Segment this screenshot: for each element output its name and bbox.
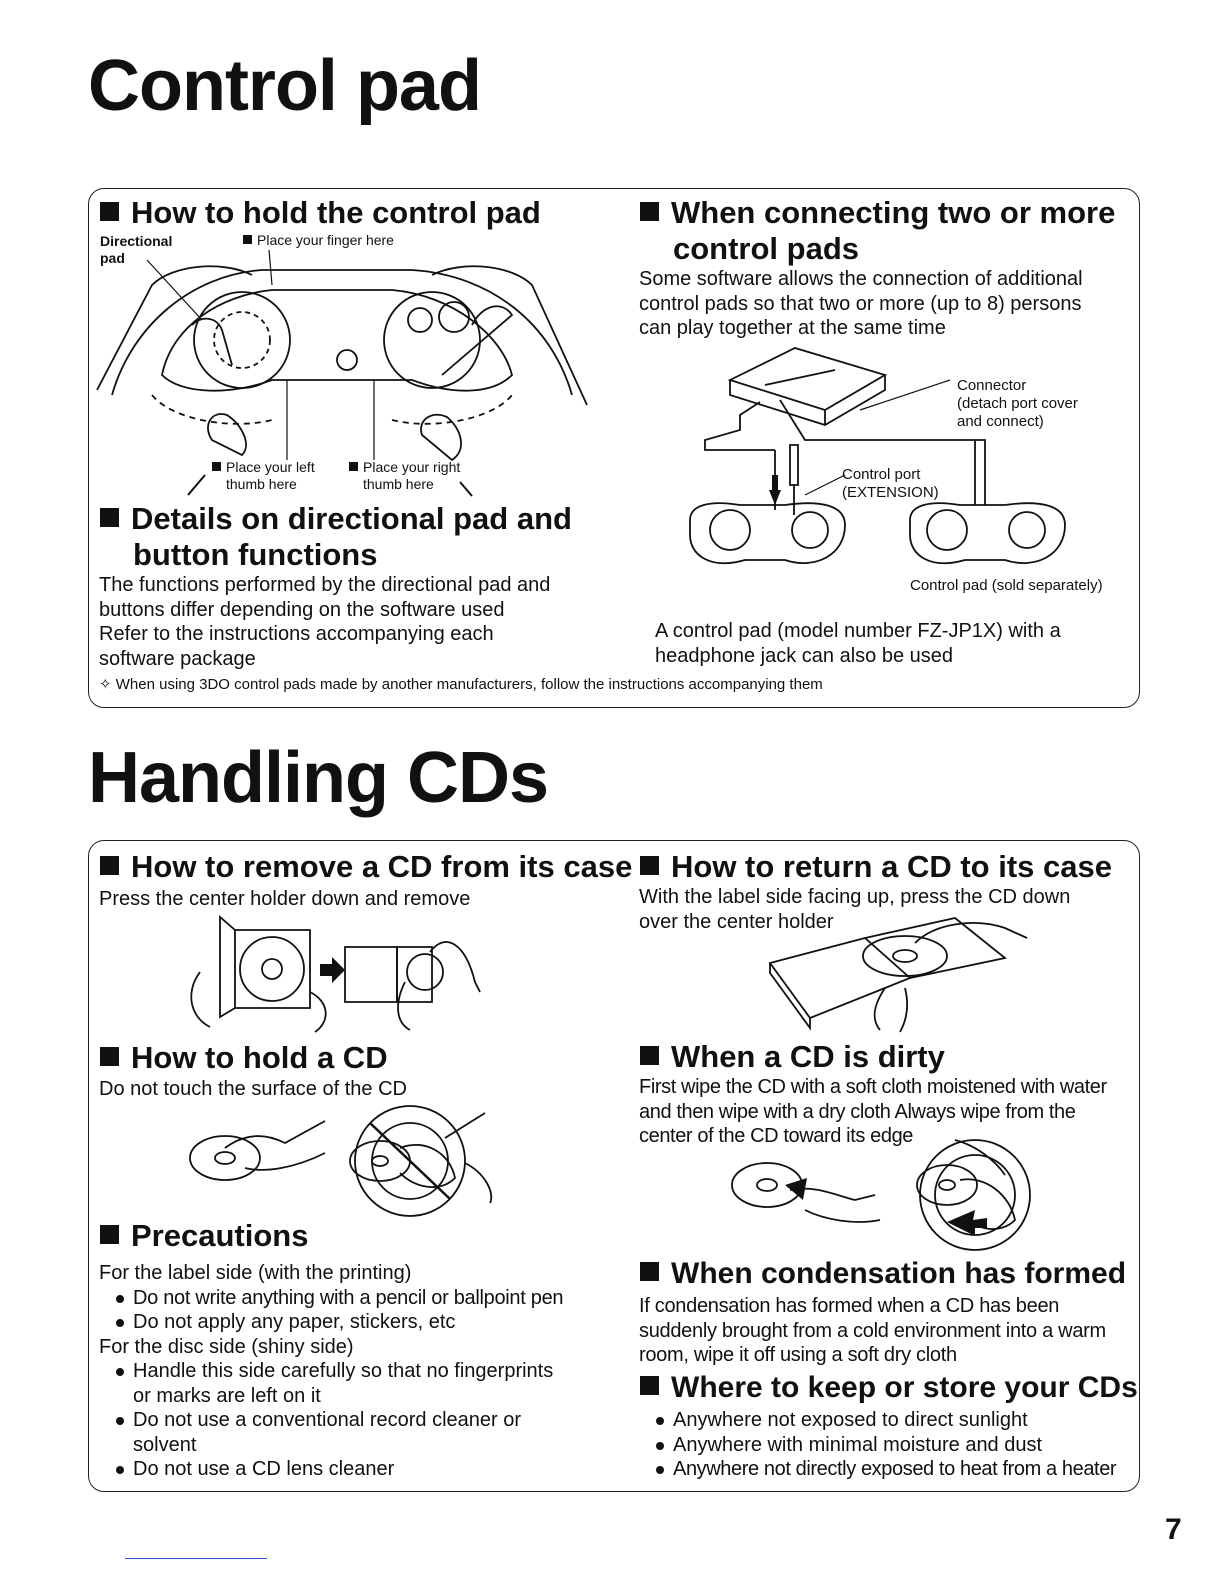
model-number-text: A control pad (model number FZ-JP1X) with a headphone jack can also be used xyxy=(655,620,1061,667)
page-title-control-pad: Control pad xyxy=(88,46,481,126)
return-cd-heading: How to return a CD to its case xyxy=(640,849,1112,885)
storage-list xyxy=(639,1408,1134,1482)
heading-bullet-icon xyxy=(100,1225,119,1244)
remove-cd-illustration xyxy=(180,912,490,1034)
return-cd-illustration xyxy=(765,918,1035,1033)
remove-cd-heading: How to remove a CD from its case xyxy=(100,849,632,885)
condensation-heading: When condensation has formed xyxy=(640,1256,1126,1292)
hold-cd-text: Do not touch the surface of the CD xyxy=(99,1078,407,1100)
storage-item: Anywhere not exposed to direct sunlight xyxy=(639,1408,1134,1433)
hold-cd-heading: How to hold a CD xyxy=(100,1040,388,1076)
dirty-cd-heading: When a CD is dirty xyxy=(640,1039,945,1075)
storage-item: Anywhere with minimal moisture and dust xyxy=(639,1433,1134,1458)
heading-bullet-icon xyxy=(100,856,119,875)
connecting-text: Some software allows the connection of additional control pads so that two or more (up to 8) persons can play together at the same time xyxy=(639,268,1083,339)
finger-label: Place your finger here xyxy=(243,232,394,249)
control-port-label: Control port (EXTENSION) xyxy=(842,466,939,501)
precaution-item: Do not write anything with a pencil or ballpoint pen xyxy=(99,1286,599,1311)
heading-bullet-icon xyxy=(640,1046,659,1065)
precautions-heading: Precautions xyxy=(100,1218,308,1254)
storage-heading: Where to keep or store your CDs xyxy=(640,1370,1138,1406)
heading-bullet-icon xyxy=(100,1047,119,1066)
sold-separately-label: Control pad (sold separately) xyxy=(910,577,1103,594)
heading-bullet-icon xyxy=(640,202,659,221)
heading-bullet-icon xyxy=(100,508,119,527)
footer-rule xyxy=(125,1558,267,1559)
hold-cd-illustration xyxy=(185,1103,505,1223)
heading-bullet-icon xyxy=(100,202,119,221)
details-text: The functions performed by the directional pad and buttons differ depending on the software used Refer to the instructions accompanying each software package xyxy=(99,574,551,670)
footnote: ✧ When using 3DO control pads made by another manufacturers, follow the instructions accompanying them xyxy=(99,676,823,693)
precaution-item: Handle this side carefully so that no fingerprints or marks are left on it xyxy=(99,1359,599,1408)
thumb-label-ticks xyxy=(180,470,490,500)
right-thumb-label: Place your right thumb here xyxy=(349,459,460,493)
heading-bullet-icon xyxy=(640,1376,659,1395)
remove-cd-text: Press the center holder down and remove xyxy=(99,888,471,910)
hold-pad-heading: How to hold the control pad xyxy=(100,195,541,231)
precaution-item: Do not apply any paper, stickers, etc xyxy=(99,1310,599,1335)
precaution-item: Do not use a CD lens cleaner xyxy=(99,1457,599,1482)
directional-pad-label: Directional pad xyxy=(100,233,173,266)
dirty-cd-text: First wipe the CD with a soft cloth moistened with water and then wipe with a dry cloth Always wipe from the center of the CD toward its edge xyxy=(639,1076,1107,1147)
details-heading: Details on directional pad and button functions xyxy=(100,501,572,573)
footnote-diamond-icon: ✧ xyxy=(99,676,116,693)
precautions-text: For the label side (with the printing) Do not write anything with a pencil or ballpoint pen Do not apply any paper, stickers, etc For the disc side (shiny side) Handle this side carefully so that no fingerprints or marks are left on it Do not use a conventional record cleaner or solvent Do not use a CD lens cleaner xyxy=(99,1261,599,1482)
connecting-heading: When connecting two or more control pads xyxy=(640,195,1115,267)
heading-bullet-icon xyxy=(640,1262,659,1281)
wipe-cd-illustration xyxy=(725,1140,1055,1258)
storage-item: Anywhere not directly exposed to heat from a heater xyxy=(639,1457,1134,1482)
condensation-text: If condensation has formed when a CD has been suddenly brought from a cold environment into a warm room, wipe it off using a soft dry cloth xyxy=(639,1295,1106,1366)
heading-bullet-icon xyxy=(640,856,659,875)
page-number: 7 xyxy=(1165,1513,1182,1546)
page-title-handling-cds: Handling CDs xyxy=(88,738,549,818)
hold-control-pad-illustration xyxy=(92,245,592,495)
left-thumb-label: Place your left thumb here xyxy=(212,459,315,493)
connector-label: Connector (detach port cover and connect) xyxy=(957,377,1078,430)
return-cd-text: With the label side facing up, press the CD down over the center holder xyxy=(639,886,1071,933)
precaution-item: Do not use a conventional record cleaner or solvent xyxy=(99,1408,599,1457)
